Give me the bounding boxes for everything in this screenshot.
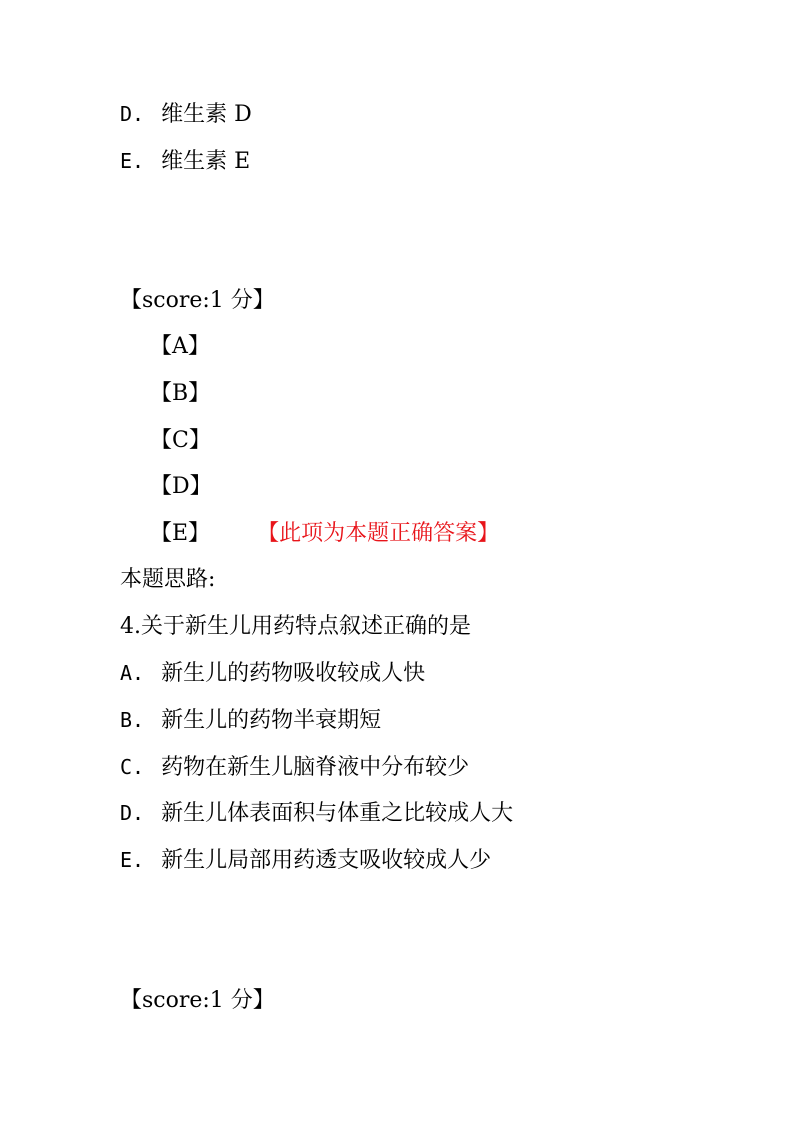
answer-choice-a[interactable]: 【A】	[150, 334, 210, 359]
answer-choice-c[interactable]: 【C】	[150, 428, 211, 453]
answer-choice-b[interactable]: 【B】	[150, 381, 211, 406]
answer-choice-e-label: 【E】	[150, 521, 211, 546]
option-label: C.	[120, 755, 145, 779]
q4-option-a	[120, 660, 425, 686]
option-d	[120, 101, 252, 127]
q4-option-d	[120, 800, 513, 826]
q4-option-e	[120, 847, 491, 873]
answer-choice-d[interactable]: 【D】	[150, 474, 212, 499]
q4-option-b	[120, 707, 381, 733]
option-text: 维生素 D	[161, 102, 252, 127]
answer-choice-e[interactable]	[150, 521, 499, 547]
option-text: 新生儿的药物半衰期短	[161, 708, 382, 733]
option-text: 新生儿的药物吸收较成人快	[161, 661, 426, 686]
q4-option-c	[120, 754, 469, 780]
option-text: 新生儿体表面积与体重之比较成人大	[161, 801, 514, 826]
score-label: 【score:1 分】	[120, 988, 275, 1013]
option-label: B.	[120, 708, 145, 732]
option-label: E.	[120, 149, 145, 173]
question-stem: 4.关于新生儿用药特点叙述正确的是	[120, 614, 471, 639]
correct-answer-note: 【此项为本题正确答案】	[257, 521, 500, 546]
option-text: 新生儿局部用药透支吸收较成人少	[161, 848, 492, 873]
score-label: 【score:1 分】	[120, 288, 275, 313]
explanation-label: 本题思路:	[120, 567, 216, 592]
option-e	[120, 148, 250, 174]
option-text: 药物在新生儿脑脊液中分布较少	[161, 755, 470, 780]
option-text: 维生素 E	[161, 149, 251, 174]
option-label: D.	[120, 801, 145, 825]
option-label: A.	[120, 661, 145, 685]
option-label: E.	[120, 848, 145, 872]
option-label: D.	[120, 102, 145, 126]
